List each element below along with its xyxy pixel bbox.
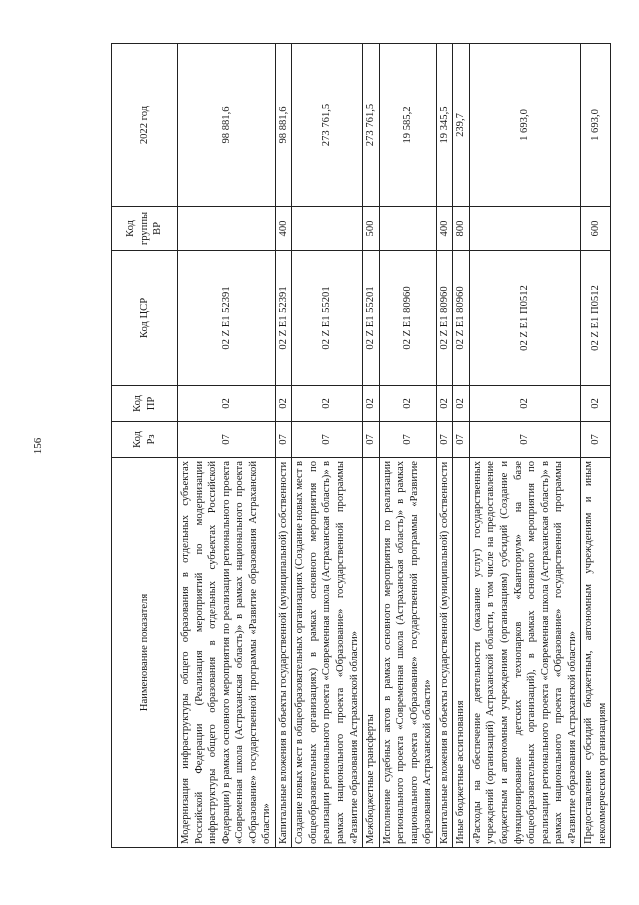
row-csr: 02 Z E1 55201: [363, 251, 380, 386]
header-vr: Код группы ВР: [112, 207, 178, 251]
row-rz: 07: [363, 422, 380, 458]
table-row: [436, 44, 453, 848]
row-name: Капитальные вложения в объекты государственной (муниципальной) собственности: [436, 458, 453, 848]
row-csr: 02 Z E1 52391: [178, 251, 276, 386]
row-csr: 02 Z E1 80960: [453, 251, 470, 386]
row-vr: [178, 207, 276, 251]
row-vr: [292, 207, 363, 251]
row-vr: 400: [436, 207, 453, 251]
row-pr: 02: [178, 386, 276, 422]
row-value: 19 345,5: [436, 44, 453, 207]
row-csr: 02 Z E1 П0512: [581, 251, 611, 386]
row-value: 98 881,6: [275, 44, 292, 207]
header-pr: Код ПР: [112, 386, 178, 422]
table-body: [178, 44, 611, 848]
row-rz: 07: [453, 422, 470, 458]
row-rz: 07: [436, 422, 453, 458]
row-rz: 07: [379, 422, 436, 458]
table-row: [469, 44, 580, 848]
row-value: 239,7: [453, 44, 470, 207]
row-name: Создание новых мест в общеобразовательных организациях (Создание новых мест в общеобразовательных организациях) в рамках основного мероприятия по реализации регионального проекта «Современная школа (Астраханская область)» в рамках национального проекта «Образование» государственной программы «Развитие образования Астраханской области»: [292, 458, 363, 848]
row-rz: 07: [292, 422, 363, 458]
row-rz: 07: [469, 422, 580, 458]
budget-table: [111, 43, 611, 848]
table-header-row: [112, 44, 178, 848]
row-name: Предоставление субсидий бюджетным, автономным учреждениям и иным некоммерческим организациям: [581, 458, 611, 848]
row-pr: 02: [469, 386, 580, 422]
row-pr: 02: [436, 386, 453, 422]
rotated-page: [111, 44, 622, 848]
table-row: [178, 44, 276, 848]
row-value: 19 585,2: [379, 44, 436, 207]
row-vr: [469, 207, 580, 251]
row-vr: 500: [363, 207, 380, 251]
row-value: 273 761,5: [292, 44, 363, 207]
table-row: [292, 44, 363, 848]
row-name: Иные бюджетные ассигнования: [453, 458, 470, 848]
row-value: 273 761,5: [363, 44, 380, 207]
header-name: Наименование показателя: [112, 458, 178, 848]
table-row: [581, 44, 611, 848]
row-value: 98 881,6: [178, 44, 276, 207]
table-row: [363, 44, 380, 848]
row-pr: 02: [581, 386, 611, 422]
row-pr: 02: [275, 386, 292, 422]
row-name: Капитальные вложения в объекты государственной (муниципальной) собственности: [275, 458, 292, 848]
header-csr: Код ЦСР: [112, 251, 178, 386]
table-row: [379, 44, 436, 848]
row-rz: 07: [275, 422, 292, 458]
row-pr: 02: [363, 386, 380, 422]
row-name: Модернизация инфраструктуры общего образования в отдельных субъектах Российской Федерации (Реализация мероприятий по модернизации инфраструктуры общего образования в отдельных субъектах Российской Федерации) в рамках основного мероприятия по реализации регионального проекта «Современная школа (Астраханская область)» в рамках национального проекта «Образование» государственной программы «Развитие образования Астраханской области»: [178, 458, 276, 848]
row-csr: 02 Z E1 П0512: [469, 251, 580, 386]
row-vr: 400: [275, 207, 292, 251]
row-vr: [379, 207, 436, 251]
row-pr: 02: [379, 386, 436, 422]
row-name: Межбюджетные трансферты: [363, 458, 380, 848]
row-vr: 600: [581, 207, 611, 251]
row-rz: 07: [178, 422, 276, 458]
row-csr: 02 Z E1 55201: [292, 251, 363, 386]
row-rz: 07: [581, 422, 611, 458]
table-row: [275, 44, 292, 848]
row-csr: 02 Z E1 52391: [275, 251, 292, 386]
row-name: «Расходы на обеспечение деятельности (оказание услуг) государственных учреждений (организаций) Астраханской области, в том числе на предоставление бюджетным и автономным учреждениям (организациям) субсидий (Создание и функционирование детских технопарков «Кванториум» на базе общеобразовательных организаций), в рамках основного мероприятия по реализации регионального проекта «Современная школа (Астраханская область)» в рамках национального проекта «Образование» государственной программы «Развитие образования Астраханской области»: [469, 458, 580, 848]
row-csr: 02 Z E1 80960: [379, 251, 436, 386]
row-value: 1 693,0: [469, 44, 580, 207]
header-year: 2022 год: [112, 44, 178, 207]
header-rz: Код Рз: [112, 422, 178, 458]
row-pr: 02: [453, 386, 470, 422]
row-value: 1 693,0: [581, 44, 611, 207]
row-csr: 02 Z E1 80960: [436, 251, 453, 386]
row-pr: 02: [292, 386, 363, 422]
table-row: [453, 44, 470, 848]
page-number: 156: [32, 437, 44, 455]
row-name: Исполнение судебных актов в рамках основного мероприятия по реализации регионального проекта «Современная школа (Астраханская область)» в рамках национального проекта «Образование» государственной программы «Развитие образования Астраханской области»: [379, 458, 436, 848]
row-vr: 800: [453, 207, 470, 251]
